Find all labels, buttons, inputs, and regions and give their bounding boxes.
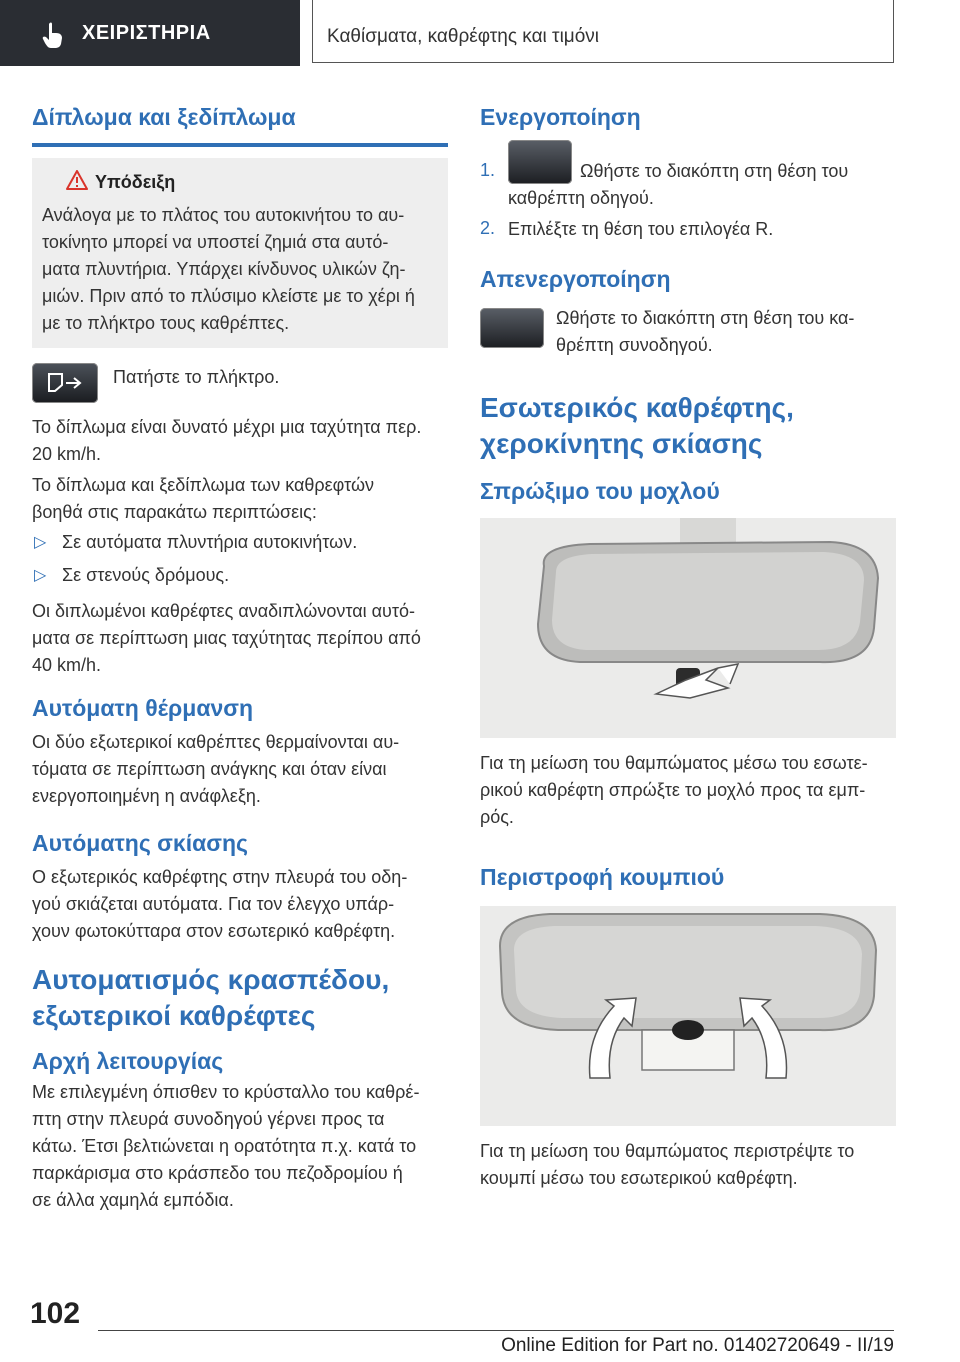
knob-text: Για τη μείωση του θαμπώματος περιστρέψτε το κουμπί μέσω του εσωτερικού καθρέφτη. [480,1141,855,1188]
bullet-item: Σε αυτόματα πλυντήρια αυτοκινήτων. [62,532,358,552]
step-number: 1. [480,160,496,180]
footer-edition: Online Edition for Part no. 01402720649 - II/19 [501,1335,894,1356]
warning-icon [66,170,88,190]
interior-mirror-heading: Εσωτερικός καθρέφτης, χεροκίνητης σκίασης [480,392,794,459]
bullet-triangle-icon: ▷ [34,567,47,584]
bullet-item: Σε στενούς δρόμους. [62,565,230,585]
header-section-tab [0,0,300,66]
dimming-text: Ο εξωτερικός καθρέφτης στην πλευρά του οδη- γού σκιάζεται αυτόματα. Για τον έλεγχο υπάρ- χουν φωτοκύτταρα στον εσωτερικό καθρέφτη. [32,867,408,941]
heating-text: Οι δύο εξωτερικοί καθρέπτες θερμαίνονται αυ- τόματα σε περίπτωση ανάγκης και όταν είναι ενεργοποιημένη η ανάφλεξη. [32,732,400,806]
note-text: Ανάλογα με το πλάτος του αυτοκινήτου το αυ- τοκίνητο μπορεί να υποστεί ζημιά στα αυτό- ματα πλυντήρια. Υπάρχει κίνδυνος υλικών ζη- μιών. Πριν από το πλύσιμο κλείστε με το χέρι ή με το πλήκτρο τους καθρέπτες. [42,205,415,333]
knob-heading: Περιστροφή κουμπιού [480,864,725,890]
step-1-text-line1: Ωθήστε το διακόπτη στη θέση του [580,161,849,181]
step-2-text: Επιλέξτε τη θέση του επιλογέα R. [508,219,774,239]
header-chapter-title: Καθίσματα, καθρέφτης και τιμόνι [327,26,600,47]
function-text: Με επιλεγμένη όπισθεν το κρύσταλλο του καθρέ- πτη στην πλευρά συνοδηγού γέρνει προς τα κάτω. Έτσι βελτιώνεται η ορατότητα π.χ. κατά το παρκάρισμα στο κράσπεδο του πεζοδρομίου ή σε άλλα χαμηλά εμπόδια. [32,1082,420,1210]
function-heading: Αρχή λειτουργίας [32,1048,224,1074]
deactivation-heading: Απενεργοποίηση [480,266,671,292]
lever-heading: Σπρώξιμο του μοχλού [480,478,720,504]
header-chapter-box [312,0,894,63]
paragraph-fold-speed: Το δίπλωμα είναι δυνατό μέχρι μια ταχύτητα περ. 20 km/h. [32,417,422,464]
dimming-heading: Αυτόματης σκίασης [32,830,249,856]
activation-heading: Ενεργοποίηση [480,104,641,130]
mirror-knob-illustration [480,906,896,1126]
fold-heading: Δίπλωμα και ξεδίπλωμα [32,104,296,130]
paragraph-fold-uses: Το δίπλωμα και ξεδίπλωμα των καθρεφτών βοηθά στις παρακάτω περιπτώσεις: [32,475,374,522]
step-number: 2. [480,218,496,238]
lever-text: Για τη μείωση του θαμπώματος μέσω του εσωτε- ρικού καθρέφτη σπρώξτε το μοχλό προς τα εμπ- ρός. [480,753,868,827]
footer-rule [98,1330,894,1331]
mirror-lever-illustration [480,518,896,738]
deactivation-text: Ωθήστε το διακόπτη στη θέση του κα- θρέπτη συνοδηγού. [556,308,855,355]
step-1-text-line2: καθρέπτη οδηγού. [508,188,654,208]
bullet-triangle-icon: ▷ [34,534,47,551]
section-rule [32,143,448,147]
tilt-heading: Αυτοματισμός κρασπέδου, εξωτερικοί καθρέφτες [32,964,390,1031]
heating-heading: Αυτόματη θέρμανση [32,695,254,721]
press-button-text: Πατήστε το πλήκτρο. [113,367,280,387]
header-section-title: ΧΕΙΡΙΣΤΗΡΙΑ [82,22,211,44]
note-title: Υπόδειξη [95,172,176,192]
mirror-switch-driver-icon [508,140,572,184]
mirror-switch-passenger-icon [480,308,544,348]
note-box [32,158,448,348]
page-number: 102 [30,1297,81,1330]
mirror-fold-button-icon [32,363,98,403]
hand-pointer-icon [42,22,64,48]
paragraph-unfold: Οι διπλωμένοι καθρέφτες αναδιπλώνονται αυτό- ματα σε περίπτωση μιας ταχύτητας περίπου από 40 km/h. [32,601,421,675]
